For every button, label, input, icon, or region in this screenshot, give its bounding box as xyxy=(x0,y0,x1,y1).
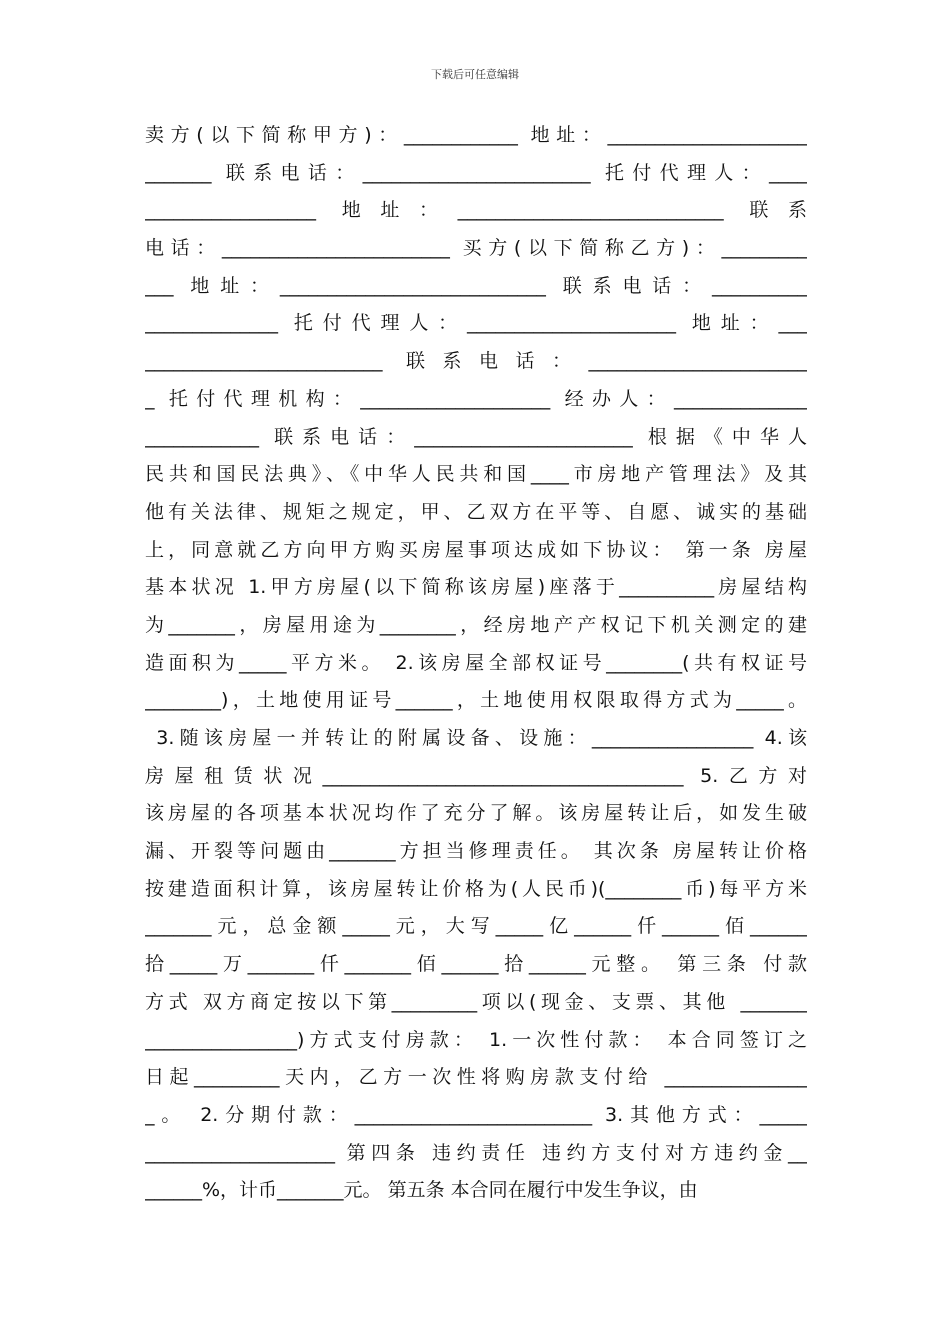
contract-line: __________________ 地址：____________________________ 联系 xyxy=(145,199,807,222)
contract-line: 基本状况 1.甲方房屋(以下简称该房屋)座落于__________房屋结构 xyxy=(145,576,807,599)
contract-line: ___ 地址：____________________________ 联系电话：__________ xyxy=(145,274,807,297)
contract-line: 漏、开裂等问题由_______方担当修理责任。 其次条 房屋转让价格 xyxy=(145,840,807,863)
contract-line: 卖方(以下简称甲方)：____________ 地址：_____________________ xyxy=(145,124,807,146)
contract-body xyxy=(145,117,807,1210)
contract-line: ________________)方式支付房款： 1.一次性付款： 本合同签订之 xyxy=(145,1028,807,1051)
contract-line: 他有关法律、规矩之规定，甲、乙双方在平等、自愿、诚实的基础 xyxy=(145,500,807,523)
contract-line: 按建造面积计算，该房屋转让价格为(人民币)(________币)每平方米 xyxy=(145,877,807,900)
contract-line: _______ 联系电话：________________________ 托付代理人：____ xyxy=(145,161,807,184)
contract-line: 拾_____万_______仟_______佰______拾______元整。 第三条 付款 xyxy=(145,953,807,976)
contract-line: 民共和国民法典》、《中华人民共和国____市房地产管理法》及其 xyxy=(145,463,807,486)
contract-line: ______________ 托付代理人：______________________ 地址：___ xyxy=(145,312,807,335)
contract-line: _______元，总金额_____元，大写_____亿______仟______佰______ xyxy=(145,915,807,938)
contract-line: 上，同意就乙方向甲方购买房屋事项达成如下协议： 第一条 房屋 xyxy=(145,538,807,561)
contract-line: 房屋租赁状况______________________________________ 5.乙方对 xyxy=(145,764,807,787)
contract-line: 方式 双方商定按以下第_________项以(现金、支票、其他 _______ xyxy=(145,990,807,1013)
contract-line: 3.随该房屋一并转让的附属设备、设施：_________________ 4.该 xyxy=(145,727,807,749)
contract-line: 电话：________________________ 买方(以下简称乙方)：_________ xyxy=(145,237,807,260)
contract-line: ________)，土地使用证号______，土地使用权限取得方式为_____。 xyxy=(145,689,807,712)
contract-line: _________________________ 联系电话：_______________________ xyxy=(145,350,807,373)
contract-line: 为_______，房屋用途为________，经房地产产权记下机关测定的建 xyxy=(145,613,807,636)
contract-line: ______%，计币_______元。 第五条 本合同在履行中发生争议，由 xyxy=(145,1179,698,1202)
contract-line: 日起_________天内，乙方一次性将购房款支付给 _______________ xyxy=(145,1066,807,1089)
contract-line: 造面积为_____平方米。 2.该房屋全部权证号________(共有权证号 xyxy=(145,651,807,674)
contract-line: _ 托付代理机构：____________________ 经办人：______________ xyxy=(145,387,807,410)
contract-line: ____________ 联系电话：_______________________ 根据《中华人 xyxy=(145,425,807,448)
page-header-note: 下载后可任意编辑 xyxy=(431,68,519,81)
contract-line: ____________________ 第四条 违约责任 违约方支付对方违约金__ xyxy=(145,1141,807,1164)
contract-line: 该房屋的各项基本状况均作了充分了解。该房屋转让后，如发生破 xyxy=(145,802,807,825)
contract-line: _。 2.分期付款：_________________________ 3.其他方式：_____ xyxy=(145,1103,807,1126)
